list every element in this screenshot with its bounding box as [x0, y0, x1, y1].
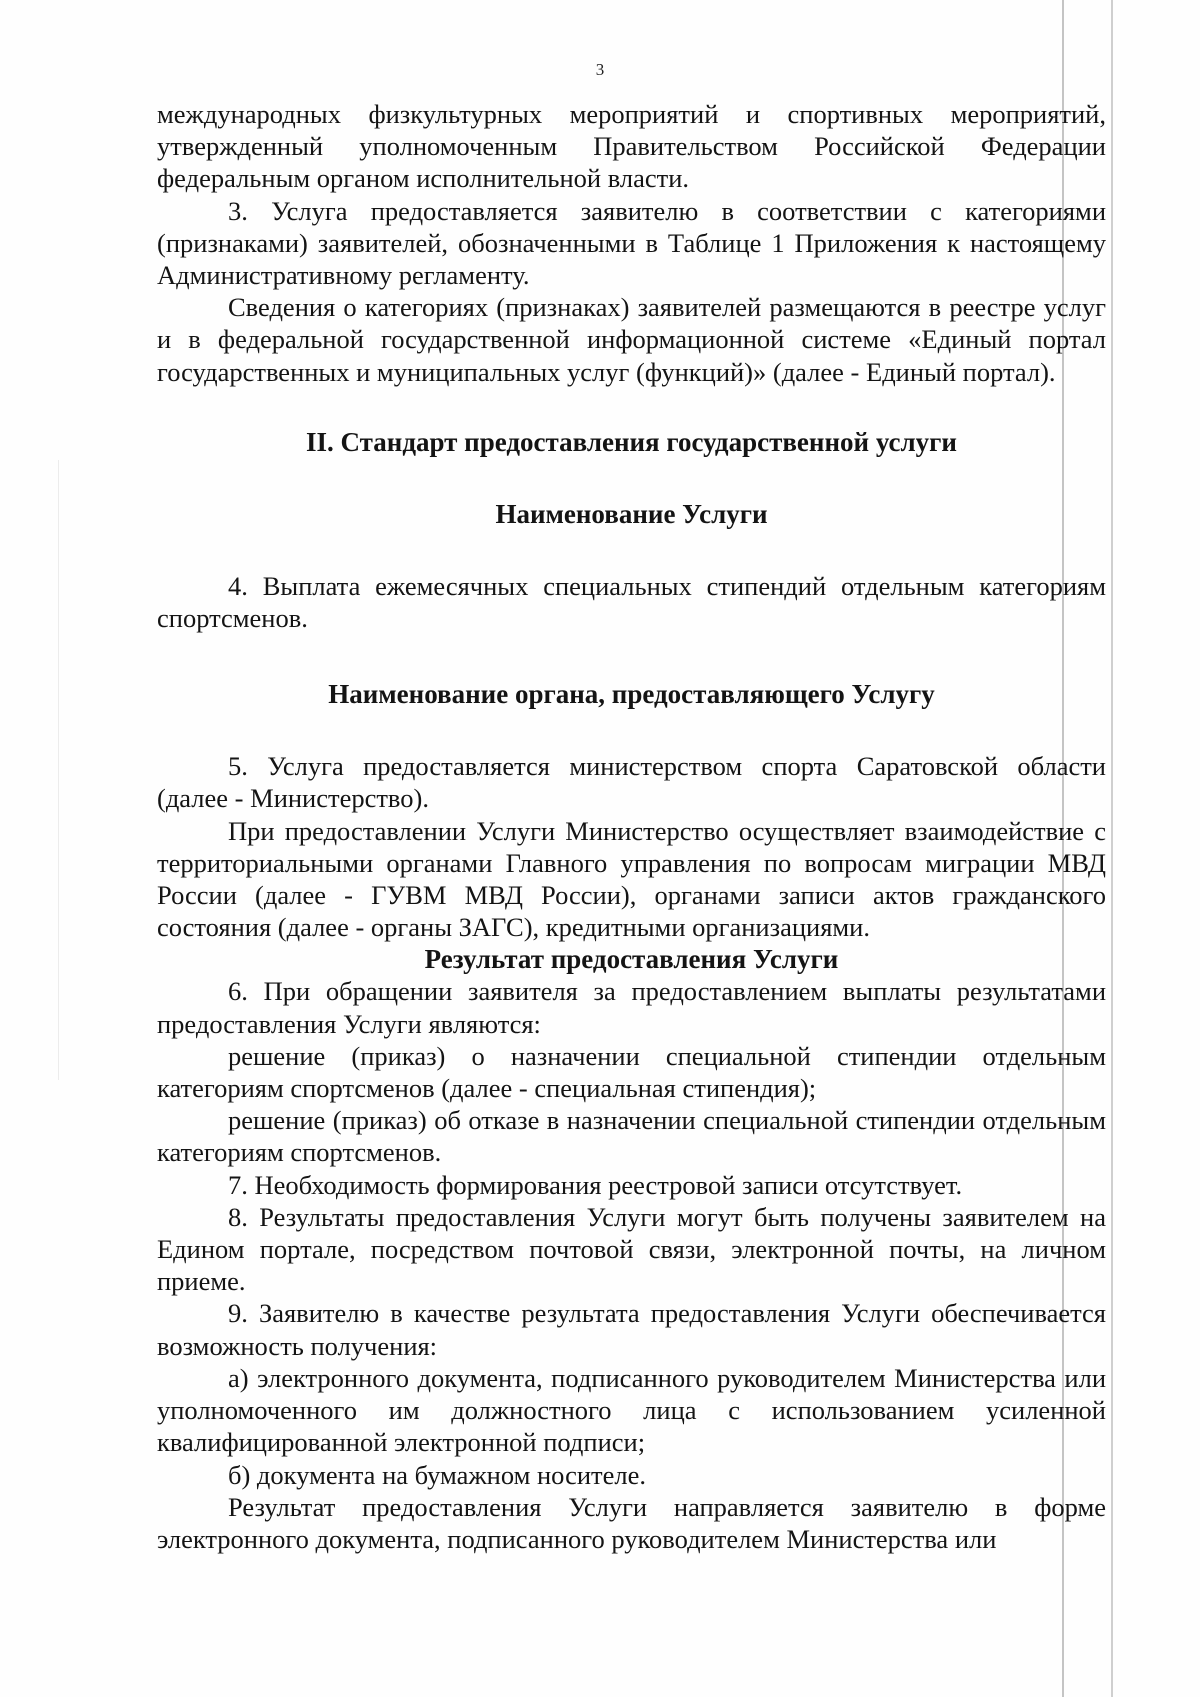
heading-service-name: Наименование Услуги	[495, 498, 768, 529]
page-number: 3	[595, 60, 605, 79]
paragraph-3-info: Сведения о категориях (признаках) заявителей размещаются в реестре услуг и в федеральной государственной информационной системе «Единый портал государственных и муниципальных услуг (функций)» (далее - Единый портал).	[157, 292, 1106, 387]
paragraph-9: 9. Заявителю в качестве результата предоставления Услуги обеспечивается возможность получения:	[157, 1298, 1106, 1361]
paragraph-8: 8. Результаты предоставления Услуги могут быть получены заявителем на Едином портале, посредством почтовой связи, электронной почты, на личном приеме.	[157, 1201, 1106, 1297]
paragraph-5-interaction: При предоставлении Услуги Министерство осуществляет взаимодействие с территориальными органами Главного управления по вопросам миграции МВД России (далее - ГУВМ МВД России), органами записи актов гражданского состояния (далее - органы ЗАГС), кредитными организациями.	[157, 815, 1106, 943]
paragraph-7: 7. Необходимость формирования реестровой записи отсутствует.	[228, 1169, 963, 1200]
paragraph-4: 4. Выплата ежемесячных специальных стипендий отдельным категориям спортсменов.	[157, 570, 1106, 634]
paragraph-6-refusal: решение (приказ) об отказе в назначении специальной стипендии отдельным категориям спортсменов.	[157, 1105, 1106, 1168]
scan-crease	[58, 460, 59, 1080]
document-body	[157, 98, 1106, 1555]
paragraph-6: 6. При обращении заявителя за предоставлением выплаты результатами предоставления Услуги являются:	[157, 976, 1106, 1039]
paragraph-9-a: а) электронного документа, подписанного руководителем Министерства или уполномоченного им должностного лица с использованием усиленной квалифицированной электронной подписи;	[157, 1362, 1106, 1458]
paragraph-intro: международных физкультурных мероприятий и спортивных мероприятий, утвержденный уполномоченным Правительством Российской Федерации федеральным органом исполнительной власти.	[157, 99, 1106, 194]
paragraph-5: 5. Услуга предоставляется министерством спорта Саратовской области (далее - Министерство).	[157, 751, 1106, 814]
scan-edge-line	[1111, 0, 1113, 1697]
section-heading: II. Стандарт предоставления государственной услуги	[306, 426, 957, 457]
heading-organ: Наименование органа, предоставляющего Услугу	[328, 679, 935, 710]
paragraph-6-decision: решение (приказ) о назначении специальной стипендии отдельным категориям спортсменов (далее - специальная стипендия);	[157, 1040, 1106, 1104]
paragraph-9-result: Результат предоставления Услуги направляется заявителю в форме электронного документа, подписанного руководителем Министерства или	[157, 1491, 1106, 1554]
heading-result: Результат предоставления Услуги	[424, 944, 839, 975]
paragraph-9-b: б) документа на бумажном носителе.	[228, 1459, 646, 1490]
paragraph-3: 3. Услуга предоставляется заявителю в соответствии с категориями (признаками) заявителей, обозначенными в Таблице 1 Приложения к настоящему Административному регламенту.	[157, 195, 1106, 291]
